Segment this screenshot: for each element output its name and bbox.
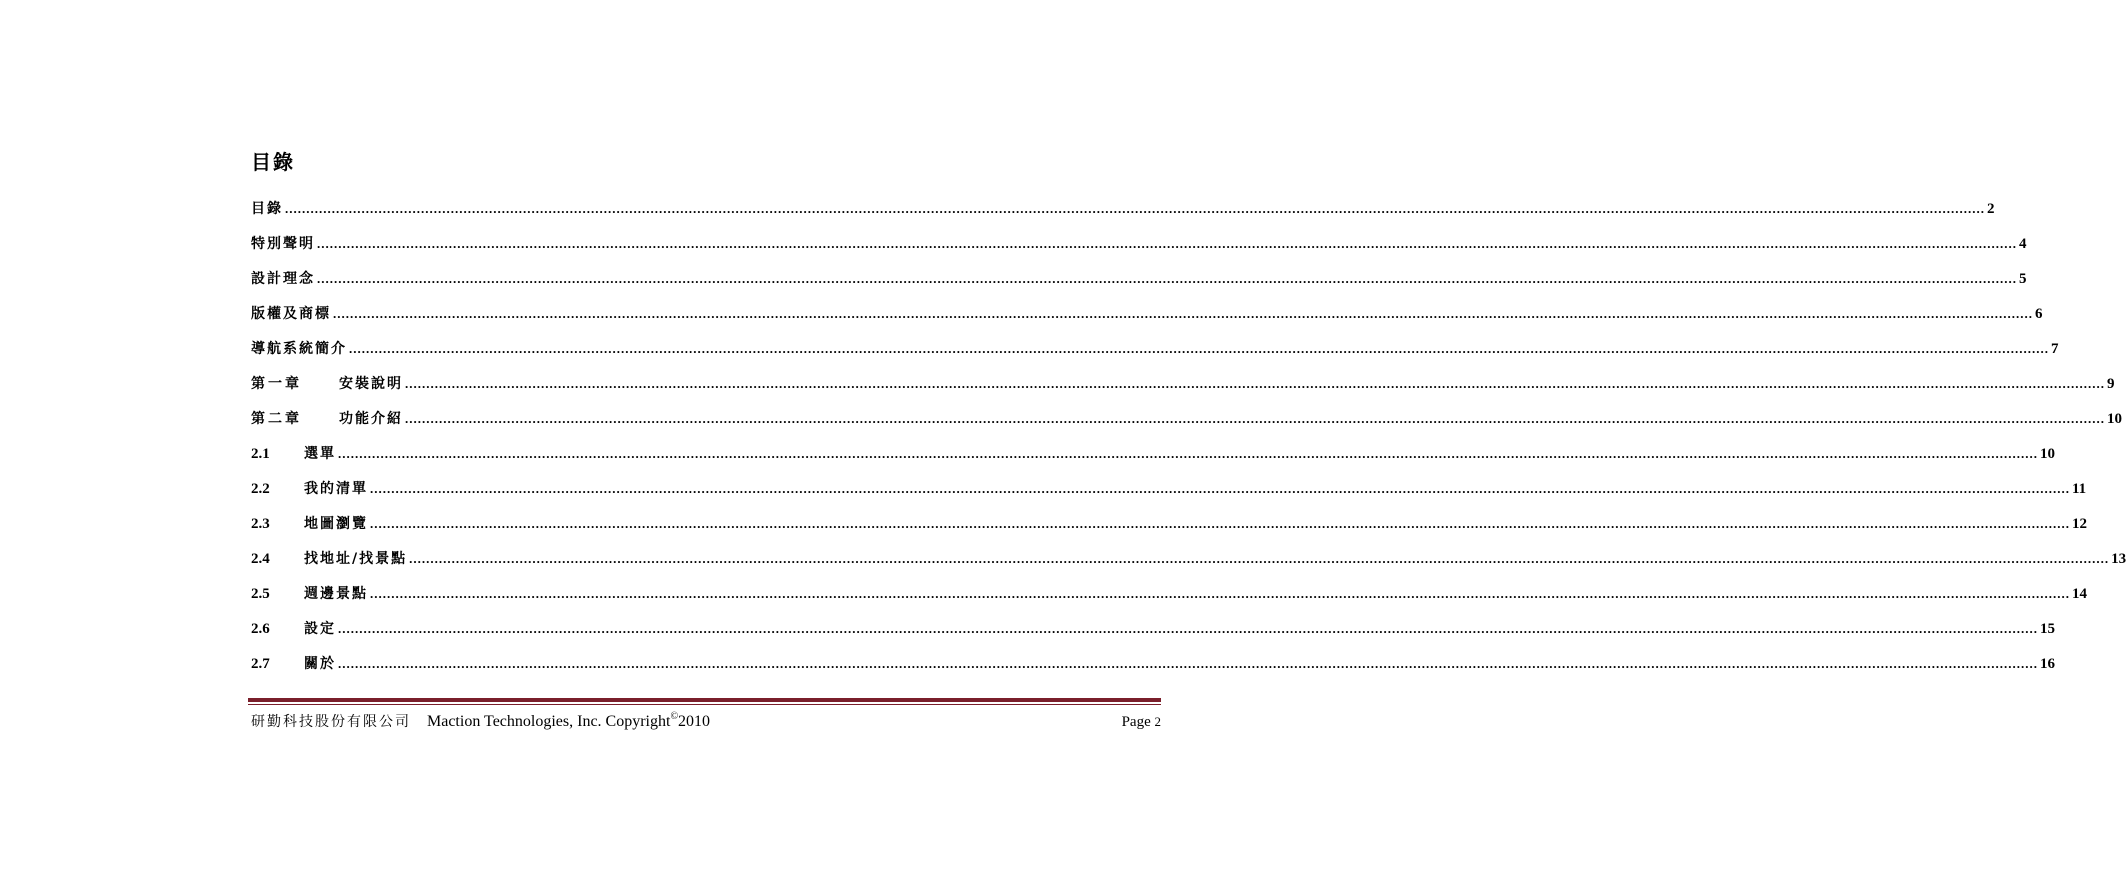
toc-entry-leader: ................................................................................................................................................................................................................................................................................................................................................................................................................ <box>338 621 2038 636</box>
toc-entry[interactable] <box>251 407 2122 442</box>
toc-entry[interactable] <box>251 197 1995 232</box>
toc-entry-leader: ................................................................................................................................................................................................................................................................................................................................................................................................................ <box>317 271 2017 286</box>
toc-entry-title: 特別聲明 <box>251 236 315 252</box>
toc-entry-number: 2.6 <box>251 621 270 637</box>
toc-entry-leader: ................................................................................................................................................................................................................................................................................................................................................................................................................ <box>349 341 2049 356</box>
toc-entry[interactable] <box>251 617 2055 652</box>
toc-entry-page: 9 <box>2107 376 2115 392</box>
toc-entry-page: 11 <box>2072 481 2087 497</box>
toc-entry-number: 2.2 <box>251 481 270 497</box>
toc-entry-page: 14 <box>2072 586 2087 602</box>
toc-entry-leader: ................................................................................................................................................................................................................................................................................................................................................................................................................ <box>409 551 2110 566</box>
toc-entry-title: 關於 <box>304 656 336 672</box>
toc-entry-title: 版權及商標 <box>251 306 331 322</box>
toc-entry-page: 10 <box>2107 411 2122 427</box>
toc-entry[interactable] <box>251 267 2027 302</box>
toc-entry-leader: ................................................................................................................................................................................................................................................................................................................................................................................................................ <box>317 236 2017 251</box>
toc-entry-page: 10 <box>2040 446 2055 462</box>
footer-year: 2010 <box>678 713 711 730</box>
toc-entry[interactable] <box>251 372 2115 407</box>
toc-entry[interactable] <box>251 232 2027 267</box>
toc-entry-leader: ................................................................................................................................................................................................................................................................................................................................................................................................................ <box>370 516 2070 531</box>
document-page <box>251 0 2126 869</box>
toc-entry-title: 安裝說明 <box>339 376 403 392</box>
footer-page-number <box>1122 711 1161 733</box>
toc-entry-leader: ................................................................................................................................................................................................................................................................................................................................................................................................................ <box>338 446 2038 461</box>
toc-entry[interactable] <box>251 302 2043 337</box>
toc-entry-number: 2.5 <box>251 586 270 602</box>
toc-entry[interactable] <box>251 442 2055 477</box>
page-footer <box>251 706 1161 728</box>
toc-entry-chapter: 第一章 <box>251 376 302 392</box>
toc-entry-page: 6 <box>2035 306 2043 322</box>
copyright-symbol: © <box>670 711 679 722</box>
toc-entry-number: 2.4 <box>251 551 270 567</box>
toc-entry-leader: ................................................................................................................................................................................................................................................................................................................................................................................................................ <box>333 306 2033 321</box>
toc-entry-title: 找地址/找景點 <box>304 551 408 567</box>
toc-entry-page: 12 <box>2072 516 2087 532</box>
toc-entry[interactable] <box>251 477 2087 512</box>
toc-entry-title: 設定 <box>304 621 336 637</box>
toc-entry-title: 目錄 <box>251 201 283 217</box>
toc-entry-page: 2 <box>1987 201 1995 217</box>
toc-entry-page: 5 <box>2019 271 2027 287</box>
toc-entry-title: 週邊景點 <box>304 586 368 602</box>
toc-entry-leader: ................................................................................................................................................................................................................................................................................................................................................................................................................ <box>285 201 1985 216</box>
toc-entry-leader: ................................................................................................................................................................................................................................................................................................................................................................................................................ <box>338 656 2038 671</box>
toc-entry-title: 我的清單 <box>304 481 368 497</box>
footer-page-label: Page <box>1121 714 1151 730</box>
footer-rule-thin <box>248 704 1161 705</box>
toc-heading: 目錄 <box>251 150 295 174</box>
toc-entry-page: 4 <box>2019 236 2027 252</box>
toc-entry[interactable] <box>251 582 2087 617</box>
toc-entry-page: 13 <box>2111 551 2126 567</box>
toc-entry-title: 地圖瀏覽 <box>304 516 368 532</box>
toc-entry-leader: ................................................................................................................................................................................................................................................................................................................................................................................................................ <box>405 411 2105 426</box>
toc-entry-number: 2.7 <box>251 656 270 672</box>
toc-entry-page: 15 <box>2040 621 2055 637</box>
toc-entry-chapter: 第二章 <box>251 411 302 427</box>
footer-copyright <box>427 706 710 733</box>
toc-entry-title: 導航系統簡介 <box>251 341 347 357</box>
footer-page-value: 2 <box>1154 714 1161 729</box>
toc-entry[interactable] <box>251 337 2059 372</box>
toc-entry[interactable] <box>251 652 2055 687</box>
toc-entry-leader: ................................................................................................................................................................................................................................................................................................................................................................................................................ <box>370 586 2070 601</box>
toc-entry-title: 選單 <box>304 446 336 462</box>
table-of-contents <box>251 197 2126 687</box>
toc-entry[interactable] <box>251 512 2087 547</box>
toc-entry-number: 2.3 <box>251 516 270 532</box>
footer-rule-thick <box>248 698 1161 702</box>
footer-company: 研勤科技股份有限公司 <box>251 714 411 730</box>
toc-entry-title: 功能介紹 <box>339 411 403 427</box>
toc-entry-leader: ................................................................................................................................................................................................................................................................................................................................................................................................................ <box>370 481 2070 496</box>
toc-entry-page: 7 <box>2051 341 2059 357</box>
footer-copyright-text: Maction Technologies, Inc. Copyright <box>427 713 671 730</box>
toc-entry-page: 16 <box>2040 656 2055 672</box>
toc-entry-number: 2.1 <box>251 446 270 462</box>
toc-entry[interactable] <box>251 547 2126 582</box>
toc-entry-leader: ................................................................................................................................................................................................................................................................................................................................................................................................................ <box>405 376 2105 391</box>
toc-entry-title: 設計理念 <box>251 271 315 287</box>
